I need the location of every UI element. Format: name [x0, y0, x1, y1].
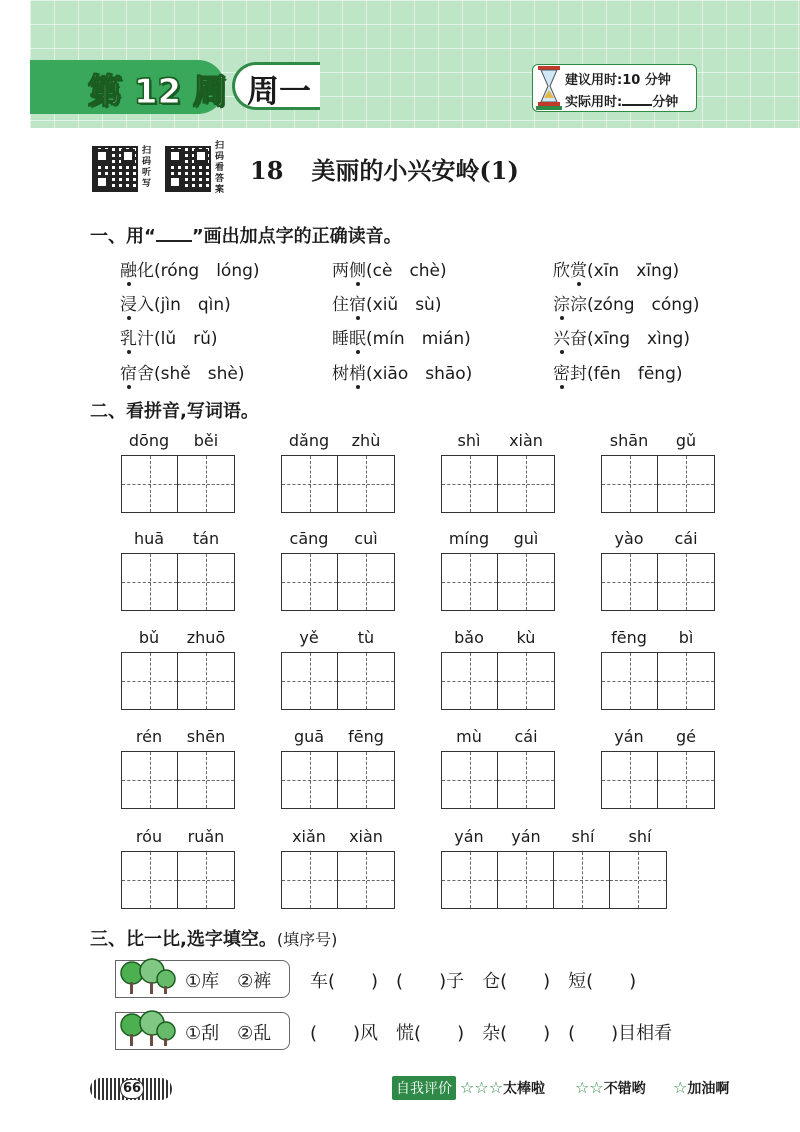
lesson-name: 美丽的小兴安岭(1) — [311, 156, 519, 185]
pinyin-syllable: xiàn — [349, 827, 383, 846]
word-char: 乳 — [120, 324, 137, 349]
word-char: 淙 — [553, 290, 570, 315]
pinyin-syllable: yào — [614, 529, 644, 548]
writing-grid[interactable] — [281, 851, 395, 909]
pinyin-syllable: cái — [674, 529, 698, 548]
star-icon: ☆ — [673, 1078, 688, 1097]
reading-item — [120, 256, 260, 281]
hourglass-icon — [536, 66, 562, 110]
reading-item — [120, 359, 244, 384]
section2-title: 二、看拼音,写词语。 — [90, 401, 259, 422]
word-char: 梢 — [349, 359, 366, 384]
writing-grid[interactable] — [121, 751, 235, 809]
actual-time-prefix: 实际用时: — [565, 95, 623, 110]
page-number: 66 — [120, 1079, 144, 1099]
word-char: 眠 — [349, 324, 366, 349]
reading-item — [332, 324, 471, 349]
grid-cell[interactable] — [338, 852, 394, 908]
grid-cell[interactable] — [602, 456, 658, 512]
word-char: 住 — [332, 295, 349, 315]
pinyin-syllable: cái — [514, 727, 538, 746]
pronunciation-options[interactable]: (xiǔ sù) — [366, 295, 442, 315]
reading-item — [553, 256, 679, 281]
reading-item — [120, 324, 218, 349]
pinyin-syllable: gǔ — [675, 431, 697, 450]
grid-cell[interactable] — [338, 456, 394, 512]
word-char: 宿 — [349, 290, 366, 315]
pinyin-syllable: dǎng — [288, 431, 330, 450]
emphasis-dot — [356, 282, 360, 286]
grid-cell[interactable] — [442, 456, 498, 512]
pinyin-syllable: mù — [456, 727, 482, 746]
emphasis-dot — [127, 385, 131, 389]
star-icon: ☆☆☆ — [460, 1078, 504, 1097]
grid-cell[interactable] — [338, 554, 394, 610]
emphasis-dot — [577, 282, 581, 286]
pronunciation-options[interactable]: (zóng cóng) — [587, 295, 700, 315]
eval-level-1[interactable] — [460, 1078, 545, 1098]
qr-label-answer: 扫码看答案 — [215, 141, 225, 195]
grid-cell[interactable] — [442, 653, 498, 709]
pinyin-syllable: yán — [454, 827, 484, 846]
section1-title — [90, 222, 402, 248]
grid-cell[interactable] — [658, 752, 714, 808]
writing-grid[interactable] — [281, 751, 395, 809]
fill-row-1[interactable]: 车( ) ( )子 仓( ) 短( ) — [310, 971, 637, 992]
eval-text-1: 太棒啦 — [503, 1081, 546, 1097]
grid-cell[interactable] — [602, 653, 658, 709]
word-char: 舍 — [137, 364, 154, 384]
lesson-title — [250, 151, 519, 186]
grid-cell[interactable] — [122, 456, 178, 512]
eval-level-3[interactable] — [673, 1078, 729, 1098]
reading-item — [553, 290, 699, 315]
lesson-number: 18 — [250, 156, 284, 185]
writing-grid[interactable] — [121, 455, 235, 513]
grid-cell[interactable] — [282, 456, 338, 512]
word-char: 汁 — [137, 329, 154, 349]
writing-grid[interactable] — [121, 652, 235, 710]
pinyin-syllable: fēng — [611, 628, 647, 647]
grid-cell[interactable] — [442, 852, 498, 908]
actual-time-blank[interactable] — [622, 94, 652, 106]
eval-text-2: 不错哟 — [603, 1081, 646, 1097]
star-icon: ☆☆ — [575, 1078, 604, 1097]
grid-cell[interactable] — [338, 653, 394, 709]
grid-cell[interactable] — [554, 852, 610, 908]
pronunciation-options[interactable]: (róng lóng) — [154, 261, 260, 281]
pinyin-syllable: xiàn — [509, 431, 543, 450]
grid-cell[interactable] — [282, 852, 338, 908]
pinyin-syllable: tù — [357, 628, 375, 647]
grid-cell[interactable] — [178, 554, 234, 610]
week-label: 第 12 周 — [88, 72, 227, 112]
pronunciation-options[interactable]: (xīng xìng) — [587, 329, 690, 349]
emphasis-dot — [560, 350, 564, 354]
word-char: 侧 — [349, 256, 366, 281]
emphasis-dot — [127, 350, 131, 354]
grid-cell[interactable] — [602, 554, 658, 610]
writing-grid[interactable] — [601, 553, 715, 611]
pinyin-syllable: fēng — [348, 727, 384, 746]
reading-item — [332, 290, 441, 315]
qr-code-listen[interactable] — [92, 146, 138, 192]
pinyin-syllable: zhuō — [186, 628, 226, 647]
pronunciation-options[interactable]: (mín mián) — [366, 329, 471, 349]
section1-title-prefix: 一、用“ — [90, 226, 156, 247]
pinyin-syllable: ruǎn — [187, 827, 225, 846]
grid-cell[interactable] — [282, 554, 338, 610]
pronunciation-options[interactable]: (shě shè) — [154, 364, 245, 384]
section3-note: (填序号) — [276, 930, 338, 949]
word-char: 化 — [137, 261, 154, 281]
pinyin-syllable: kù — [516, 628, 536, 647]
grid-cell[interactable] — [610, 852, 666, 908]
pronunciation-options[interactable]: (fēn fēng) — [587, 364, 683, 384]
pinyin-syllable: yán — [511, 827, 541, 846]
grid-cell[interactable] — [602, 752, 658, 808]
writing-grid[interactable] — [601, 751, 715, 809]
grid-cell[interactable] — [338, 752, 394, 808]
pinyin-syllable: cuì — [354, 529, 378, 548]
pinyin-syllable: běi — [193, 431, 219, 450]
pinyin-syllable: bǎo — [454, 628, 484, 647]
grid-cell[interactable] — [122, 554, 178, 610]
emphasis-dot — [127, 282, 131, 286]
option-2: ②乱 — [237, 1023, 272, 1044]
compare-options-2 — [185, 1019, 271, 1045]
eval-level-2[interactable] — [575, 1078, 646, 1098]
trees-icon — [118, 1009, 178, 1049]
emphasis-dot — [356, 385, 360, 389]
grid-cell[interactable] — [498, 852, 554, 908]
word-char: 融 — [120, 256, 137, 281]
grid-cell[interactable] — [122, 653, 178, 709]
word-char: 淙 — [570, 295, 587, 315]
grid-cell[interactable] — [178, 852, 234, 908]
writing-grid[interactable] — [441, 751, 555, 809]
option-1: ①刮 — [185, 1023, 220, 1044]
section3-title — [90, 925, 337, 951]
grid-cell[interactable] — [498, 653, 554, 709]
writing-grid[interactable] — [601, 652, 715, 710]
grid-cell[interactable] — [498, 456, 554, 512]
writing-grid[interactable] — [601, 455, 715, 513]
grid-cell[interactable] — [498, 554, 554, 610]
pronunciation-options[interactable]: (jìn qìn) — [154, 295, 231, 315]
word-char: 浸 — [120, 290, 137, 315]
writing-grid[interactable] — [121, 553, 235, 611]
pinyin-syllable: rén — [135, 727, 163, 746]
grid-cell[interactable] — [122, 752, 178, 808]
word-char: 宿 — [120, 359, 137, 384]
emphasis-dot — [356, 350, 360, 354]
grid-cell[interactable] — [498, 752, 554, 808]
reading-item — [332, 359, 472, 384]
pinyin-syllable: shí — [571, 827, 595, 846]
word-char: 密 — [553, 359, 570, 384]
pinyin-syllable: shēn — [186, 727, 226, 746]
fill-row-2[interactable]: ( )风 慌( ) 杂( ) ( )目相看 — [310, 1023, 673, 1044]
pinyin-syllable: huā — [133, 529, 165, 548]
word-char: 封 — [570, 364, 587, 384]
grid-cell[interactable] — [178, 752, 234, 808]
grid-cell[interactable] — [178, 456, 234, 512]
pinyin-syllable: míng — [448, 529, 490, 548]
suggested-time: 建议用时:10 分钟 — [565, 73, 671, 88]
actual-time — [565, 91, 678, 110]
pinyin-syllable: shān — [609, 431, 649, 450]
emphasis-dot — [560, 316, 564, 320]
word-char: 赏 — [570, 256, 587, 281]
writing-grid[interactable] — [441, 851, 667, 909]
grid-cell[interactable] — [442, 752, 498, 808]
grid-cell[interactable] — [282, 752, 338, 808]
grid-cell[interactable] — [442, 554, 498, 610]
qr-label-listen: 扫码听写 — [142, 146, 152, 189]
pinyin-syllable: cāng — [289, 529, 329, 548]
word-char: 树 — [332, 364, 349, 384]
writing-grid[interactable] — [281, 455, 395, 513]
reading-item — [120, 290, 231, 315]
pinyin-syllable: guì — [513, 529, 539, 548]
grid-cell[interactable] — [658, 653, 714, 709]
pinyin-syllable: bǔ — [138, 628, 160, 647]
writing-grid[interactable] — [441, 652, 555, 710]
pronunciation-options[interactable]: (lǔ rǔ) — [154, 329, 218, 349]
writing-grid[interactable] — [281, 553, 395, 611]
word-char: 奋 — [570, 329, 587, 349]
pinyin-syllable: róu — [135, 827, 163, 846]
reading-item — [553, 359, 683, 384]
underline-sample — [156, 228, 192, 242]
pronunciation-options[interactable]: (cè chè) — [366, 261, 447, 281]
pinyin-syllable: yán — [614, 727, 644, 746]
pinyin-syllable: dōng — [128, 431, 170, 450]
grid-cell[interactable] — [178, 653, 234, 709]
pinyin-syllable: guā — [293, 727, 325, 746]
self-eval-label: 自我评价 — [392, 1076, 456, 1100]
grid-cell[interactable] — [658, 554, 714, 610]
word-char: 入 — [137, 295, 154, 315]
actual-time-suffix: 分钟 — [652, 95, 679, 110]
word-char: 两 — [332, 261, 349, 281]
pinyin-syllable: shí — [628, 827, 652, 846]
section3-title-text: 三、比一比,选字填空。 — [90, 929, 277, 950]
pinyin-syllable: tán — [192, 529, 220, 548]
option-1: ①库 — [185, 971, 220, 992]
reading-item — [553, 324, 690, 349]
eval-text-3: 加油啊 — [687, 1081, 730, 1097]
grid-cell[interactable] — [122, 852, 178, 908]
pronunciation-options[interactable]: (xīn xīng) — [587, 261, 680, 281]
emphasis-dot — [560, 385, 564, 389]
compare-options-1 — [185, 967, 271, 993]
writing-grid[interactable] — [441, 553, 555, 611]
word-char: 睡 — [332, 329, 349, 349]
pinyin-syllable: bì — [678, 628, 694, 647]
reading-item — [332, 256, 447, 281]
option-2: ②裤 — [237, 971, 272, 992]
pinyin-syllable: gé — [676, 727, 696, 746]
qr-code-answer[interactable] — [165, 146, 211, 192]
pinyin-syllable: yě — [299, 628, 319, 647]
writing-grid[interactable] — [441, 455, 555, 513]
emphasis-dot — [356, 316, 360, 320]
pinyin-syllable: zhù — [351, 431, 381, 450]
trees-icon — [118, 957, 178, 997]
grid-cell[interactable] — [282, 653, 338, 709]
emphasis-dot — [127, 316, 131, 320]
word-char: 欣 — [553, 261, 570, 281]
writing-grid[interactable] — [121, 851, 235, 909]
section1-title-suffix: ”画出加点字的正确读音。 — [191, 226, 402, 247]
day-label: 周一 — [247, 72, 312, 110]
pronunciation-options[interactable]: (xiāo shāo) — [366, 364, 473, 384]
pinyin-syllable: xiǎn — [292, 827, 326, 846]
pinyin-syllable: shì — [457, 431, 481, 450]
grid-cell[interactable] — [658, 456, 714, 512]
writing-grid[interactable] — [281, 652, 395, 710]
word-char: 兴 — [553, 324, 570, 349]
